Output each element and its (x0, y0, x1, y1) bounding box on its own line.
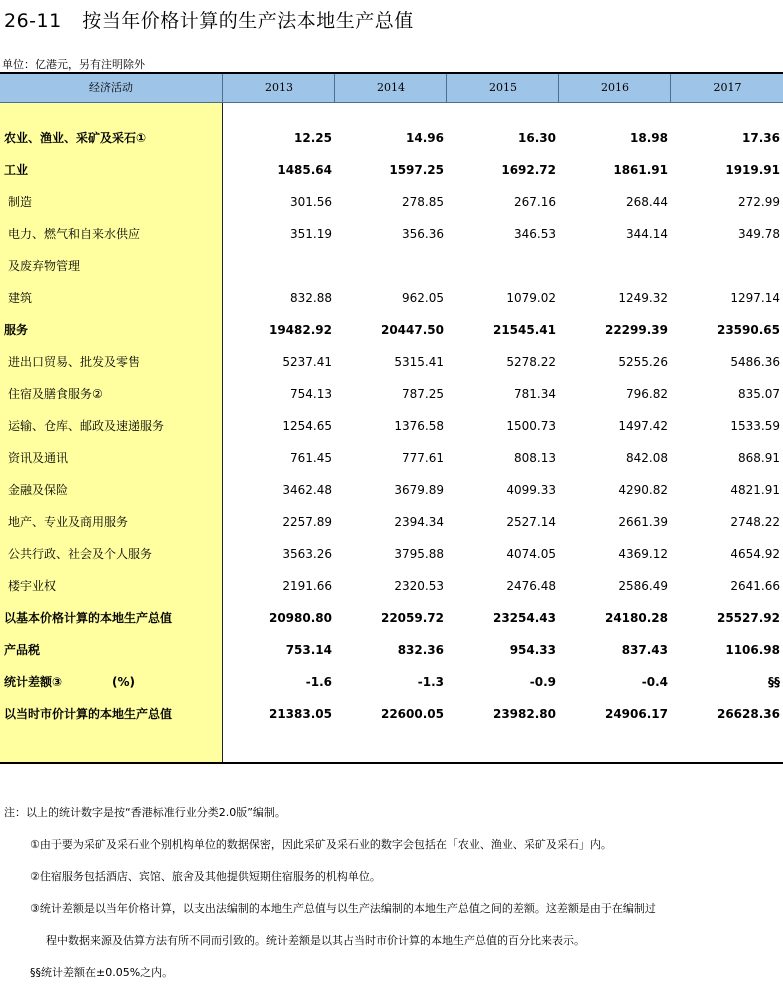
cell-value: 2191.66 (282, 579, 332, 593)
cell-value: 26628.36 (716, 707, 780, 721)
cell-value: 1919.91 (725, 163, 780, 177)
cell-value: 346.53 (514, 227, 556, 241)
cell-value: 20447.50 (380, 323, 444, 337)
header-year: 2015 (446, 74, 559, 102)
table-title: 按当年价格计算的生产法本地生产总值 (82, 10, 414, 32)
row-label: 统计差额③ (4, 675, 63, 689)
row-label: 资讯及通讯 (8, 451, 69, 465)
cell-value: 12.25 (294, 131, 332, 145)
table-row (0, 378, 783, 410)
cell-value: 14.96 (406, 131, 444, 145)
row-label: 以基本价格计算的本地生产总值 (4, 611, 173, 625)
table-row (0, 538, 783, 570)
table-row (0, 602, 783, 634)
cell-value: 5486.36 (730, 355, 780, 369)
cell-value: -0.4 (641, 675, 668, 689)
cell-value: 301.56 (290, 195, 332, 209)
cell-value: 837.43 (621, 643, 668, 657)
cell-value: 1376.58 (394, 419, 444, 433)
cell-value: 272.99 (738, 195, 780, 209)
cell-value: 17.36 (742, 131, 780, 145)
table-row (0, 282, 783, 314)
cell-value: 868.91 (738, 451, 780, 465)
cell-value: 2641.66 (730, 579, 780, 593)
cell-value: 23590.65 (716, 323, 780, 337)
cell-value: 3462.48 (282, 483, 332, 497)
cell-value: 5315.41 (394, 355, 444, 369)
table-row (0, 634, 783, 666)
table-row (0, 122, 783, 154)
table-row (0, 218, 783, 250)
cell-value: 268.44 (626, 195, 668, 209)
row-label: 服务 (4, 323, 29, 337)
header-year: 2014 (334, 74, 447, 102)
header-year: 2017 (670, 74, 783, 102)
cell-value: 796.82 (626, 387, 668, 401)
cell-value: 22600.05 (380, 707, 444, 721)
cell-value: 2661.39 (618, 515, 668, 529)
table-row (0, 346, 783, 378)
cell-value: §§ (768, 675, 780, 689)
cell-value: 267.16 (514, 195, 556, 209)
header-year: 2013 (222, 74, 335, 102)
unit-note: 单位：亿港元，另有注明除外 (2, 58, 145, 71)
cell-value: 1533.59 (730, 419, 780, 433)
cell-value: 1106.98 (725, 643, 780, 657)
cell-value: 2394.34 (394, 515, 444, 529)
cell-value: 1500.73 (506, 419, 556, 433)
cell-value: 18.98 (630, 131, 668, 145)
row-label: 公共行政、社会及个人服务 (8, 547, 153, 561)
table-number: 26-11 (4, 10, 62, 32)
cell-value: 1254.65 (282, 419, 332, 433)
cell-value: 351.19 (290, 227, 332, 241)
cell-value: 21545.41 (492, 323, 556, 337)
cell-value: 4654.92 (730, 547, 780, 561)
row-label: 进出口贸易、批发及零售 (8, 355, 141, 369)
cell-value: 954.33 (509, 643, 556, 657)
cell-value: -0.9 (529, 675, 556, 689)
cell-value: 1692.72 (501, 163, 556, 177)
cell-value: 4074.05 (506, 547, 556, 561)
cell-value: 2527.14 (506, 515, 556, 529)
cell-value: 24180.28 (604, 611, 668, 625)
row-label: 制造 (8, 195, 33, 209)
footnote: 注：以上的统计数字是按“香港标准行业分类2.0版”编制。 (4, 806, 286, 819)
cell-value: 5237.41 (282, 355, 332, 369)
table-row (0, 506, 783, 538)
cell-value: 25527.92 (716, 611, 780, 625)
data-table (0, 72, 783, 764)
table-row (0, 570, 783, 602)
row-label: 产品税 (4, 643, 41, 657)
table-row (0, 666, 783, 698)
cell-value: 349.78 (738, 227, 780, 241)
table-row (0, 250, 783, 282)
cell-value: 3679.89 (394, 483, 444, 497)
row-label: 及废弃物管理 (8, 259, 81, 273)
cell-value: 835.07 (738, 387, 780, 401)
cell-value: 1861.91 (613, 163, 668, 177)
table-row (0, 154, 783, 186)
footnote: ①由于要为采矿及采石业个别机构单位的数据保密，因此采矿及采石业的数字会包括在「农业、渔业、采矿及采石」内。 (30, 838, 612, 851)
cell-value: -1.3 (417, 675, 444, 689)
cell-value: 4369.12 (618, 547, 668, 561)
table-row (0, 410, 783, 442)
table-header (0, 74, 783, 103)
cell-value: 2476.48 (506, 579, 556, 593)
header-activity: 经济活动 (89, 81, 133, 94)
cell-value: 1249.32 (618, 291, 668, 305)
cell-value: 4099.33 (506, 483, 556, 497)
cell-value: 19482.92 (268, 323, 332, 337)
table-row (0, 314, 783, 346)
cell-value: 22059.72 (380, 611, 444, 625)
cell-value: 808.13 (514, 451, 556, 465)
cell-value: 4290.82 (618, 483, 668, 497)
cell-value: 5255.26 (618, 355, 668, 369)
cell-value: 1079.02 (506, 291, 556, 305)
footnote: §§统计差额在±0.05%之内。 (30, 966, 174, 979)
row-label: 工业 (4, 163, 29, 177)
cell-value: 1297.14 (730, 291, 780, 305)
table-row (0, 474, 783, 506)
row-label: 电力、燃气和自来水供应 (8, 227, 141, 241)
cell-value: 2257.89 (282, 515, 332, 529)
table-row (0, 186, 783, 218)
cell-value: 4821.91 (730, 483, 780, 497)
footnote: 程中数据来源及估算方法有所不同而引致的。统计差额是以其占当时市价计算的本地生产总值的百分比来表示。 (46, 934, 585, 947)
cell-value: 20980.80 (268, 611, 332, 625)
cell-value: 356.36 (402, 227, 444, 241)
row-label: 住宿及膳食服务② (8, 387, 103, 401)
cell-value: 2748.22 (730, 515, 780, 529)
table-row (0, 698, 783, 730)
row-label: 楼宇业权 (8, 579, 57, 593)
cell-value: -1.6 (305, 675, 332, 689)
row-label: 金融及保险 (8, 483, 69, 497)
row-label: 地产、专业及商用服务 (8, 515, 129, 529)
cell-value: 23254.43 (492, 611, 556, 625)
cell-value: 5278.22 (506, 355, 556, 369)
row-label: 以当时市价计算的本地生产总值 (4, 707, 173, 721)
cell-value: 1497.42 (618, 419, 668, 433)
cell-value: 1597.25 (389, 163, 444, 177)
row-label: 建筑 (8, 291, 33, 305)
cell-value: 2586.49 (618, 579, 668, 593)
cell-value: 344.14 (626, 227, 668, 241)
cell-value: 787.25 (402, 387, 444, 401)
row-label: 农业、渔业、采矿及采石① (4, 131, 147, 145)
footnote: ③统计差额是以当年价格计算，以支出法编制的本地生产总值与以生产法编制的本地生产总值之间的差额。这差额是由于在编制过 (30, 902, 656, 915)
table-row (0, 442, 783, 474)
cell-value: 2320.53 (394, 579, 444, 593)
cell-value: 754.13 (290, 387, 332, 401)
cell-value: 777.61 (402, 451, 444, 465)
cell-value: 3795.88 (394, 547, 444, 561)
cell-value: 832.36 (397, 643, 444, 657)
cell-value: 781.34 (514, 387, 556, 401)
cell-value: 278.85 (402, 195, 444, 209)
cell-value: 753.14 (285, 643, 332, 657)
cell-value: 962.05 (402, 291, 444, 305)
cell-value: 16.30 (518, 131, 556, 145)
cell-value: 1485.64 (277, 163, 332, 177)
row-label: 运输、仓库、邮政及速递服务 (8, 419, 165, 433)
cell-value: 761.45 (290, 451, 332, 465)
cell-value: 3563.26 (282, 547, 332, 561)
cell-value: 832.88 (290, 291, 332, 305)
cell-value: 23982.80 (492, 707, 556, 721)
cell-value: 24906.17 (604, 707, 668, 721)
header-year: 2016 (558, 74, 671, 102)
cell-value: 842.08 (626, 451, 668, 465)
cell-value: 21383.05 (268, 707, 332, 721)
page-title (4, 6, 414, 33)
cell-value: 22299.39 (604, 323, 668, 337)
footnote: ②住宿服务包括酒店、宾馆、旅舍及其他提供短期住宿服务的机构单位。 (30, 870, 381, 883)
row-unit: (%) (112, 675, 135, 689)
